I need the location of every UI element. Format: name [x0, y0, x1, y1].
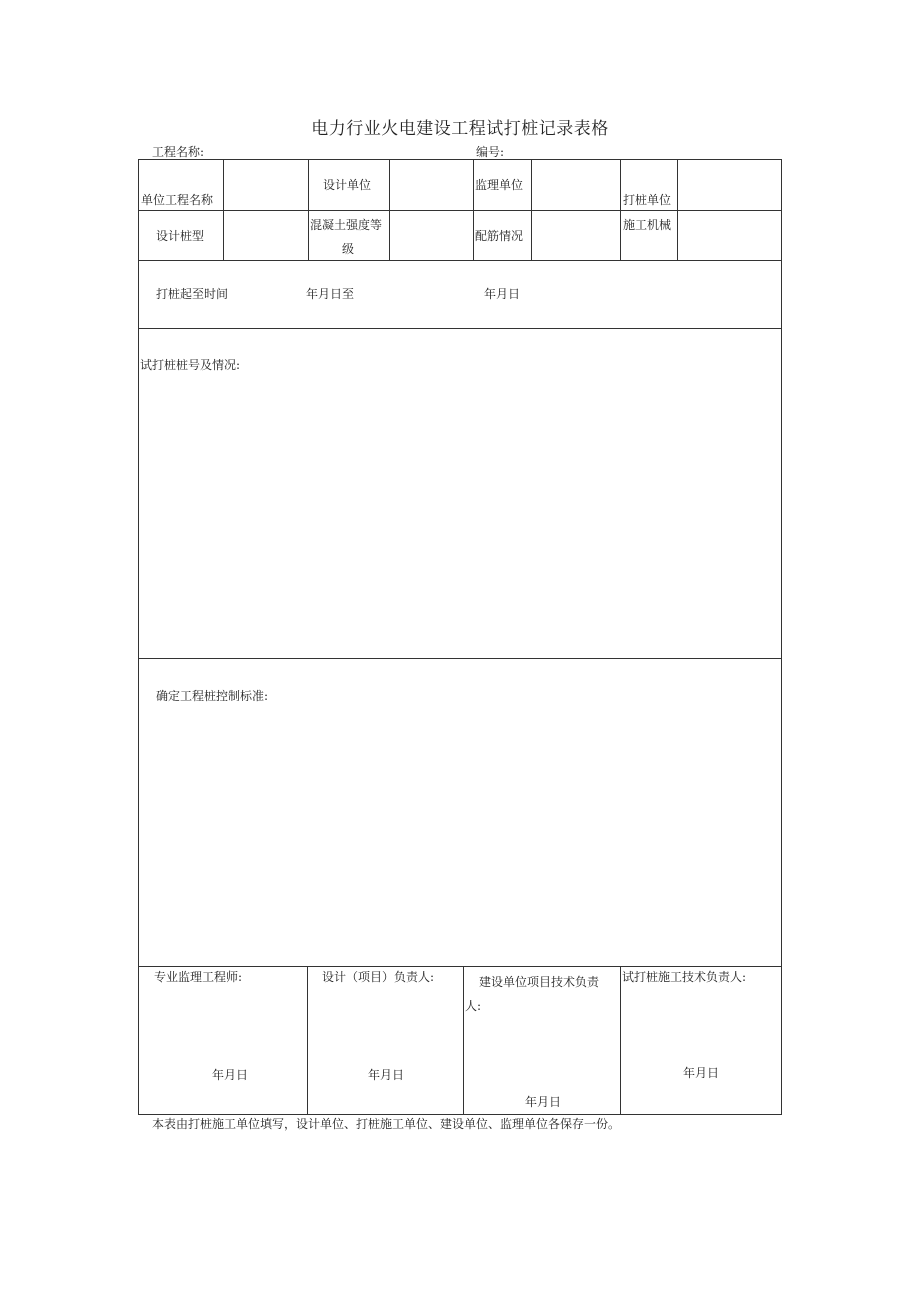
designer-signature-label: 设计（项目）负责人:	[322, 970, 435, 984]
trial-pile-section-label: 试打桩桩号及情况:	[140, 358, 241, 372]
table-col-divider	[620, 966, 621, 1114]
concrete-grade-label-cont: 级	[342, 242, 355, 256]
table-col-divider	[307, 966, 308, 1114]
table-col-divider	[389, 159, 390, 260]
machinery-label: 施工机械	[623, 218, 672, 232]
supervision-unit-label: 监理单位	[475, 178, 524, 192]
table-border-left	[138, 159, 139, 1115]
table-border-top	[138, 159, 782, 160]
footnote: 本表由打桩施工单位填写，设计单位、打桩施工单位、建设单位、监理单位各保存一份。	[152, 1117, 621, 1131]
contractor-signature-date: 年月日	[683, 1066, 720, 1080]
table-col-divider	[677, 159, 678, 260]
table-col-divider	[308, 159, 309, 260]
design-unit-label: 设计单位	[323, 178, 372, 192]
builder-signature-label: 建设单位项目技术负责	[479, 975, 600, 989]
project-name-label: 工程名称:	[152, 145, 205, 159]
builder-signature-date: 年月日	[525, 1095, 562, 1109]
table-rule-row4	[138, 658, 782, 659]
concrete-grade-label: 混凝土强度等	[310, 218, 383, 232]
table-rule-row3	[138, 328, 782, 329]
design-pile-type-label: 设计桩型	[156, 229, 205, 243]
number-label: 编号:	[476, 145, 505, 159]
table-border-right	[781, 159, 782, 1115]
table-col-divider	[223, 159, 224, 260]
table-rule-row1	[138, 210, 782, 211]
table-rule-row2	[138, 260, 782, 261]
reinforcement-label: 配筋情况	[475, 229, 524, 243]
table-rule-row5	[138, 966, 782, 967]
table-col-divider	[473, 159, 474, 260]
supervisor-signature-date: 年月日	[212, 1068, 249, 1082]
table-col-divider	[531, 159, 532, 260]
piling-period-label: 打桩起至时间	[156, 287, 229, 301]
designer-signature-date: 年月日	[368, 1068, 405, 1082]
piling-date-to: 年月日	[484, 287, 521, 301]
builder-signature-label-cont: 人:	[465, 999, 482, 1013]
table-col-divider	[620, 159, 621, 260]
piling-unit-label: 打桩单位	[623, 193, 672, 207]
piling-date-from: 年月日至	[306, 287, 355, 301]
control-standard-section-label: 确定工程桩控制标准:	[156, 689, 269, 703]
supervisor-signature-label: 专业监理工程师:	[154, 970, 243, 984]
table-col-divider	[463, 966, 464, 1114]
contractor-signature-label: 试打桩施工技术负责人:	[622, 970, 747, 984]
unit-project-name-label: 单位工程名称	[141, 193, 214, 207]
page-title: 电力行业火电建设工程试打桩记录表格	[311, 119, 609, 139]
